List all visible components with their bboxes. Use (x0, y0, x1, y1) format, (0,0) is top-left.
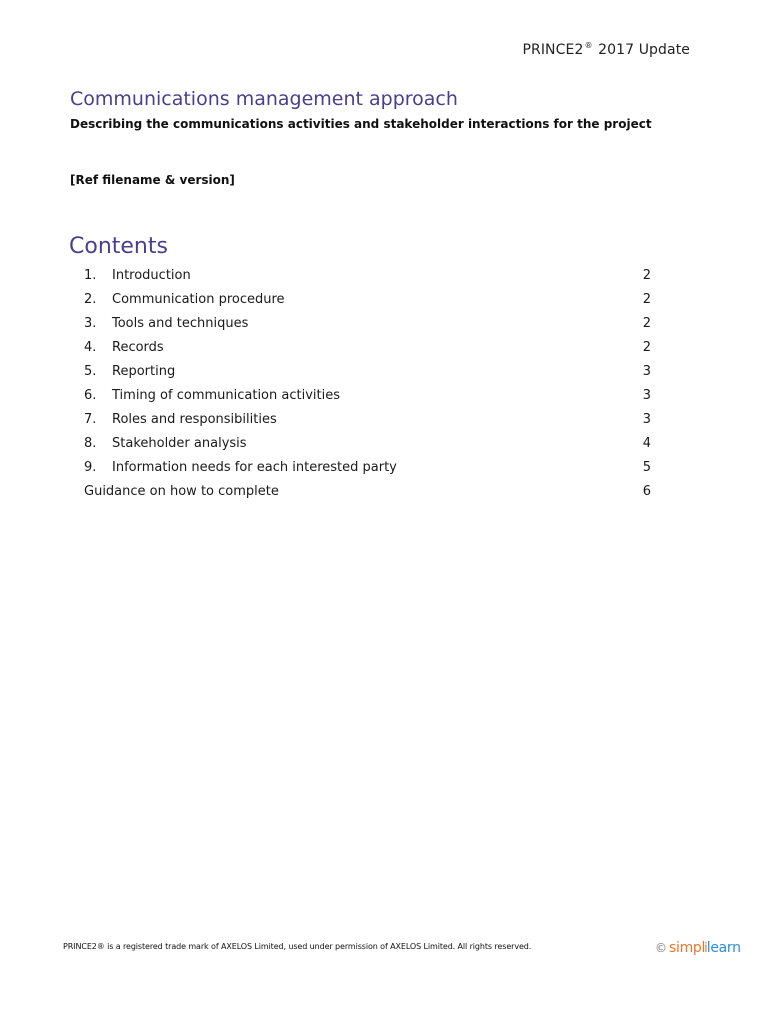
toc-number: 2. (84, 292, 97, 307)
toc-number: 5. (84, 364, 97, 379)
toc-page-number: 2 (642, 292, 651, 307)
logo-text-simpl: simpl (669, 940, 706, 956)
registered-mark: ® (584, 41, 593, 51)
toc-link[interactable]: Timing of communication activities (112, 388, 340, 403)
toc-link[interactable]: Stakeholder analysis (112, 436, 247, 451)
contents-heading: Contents (69, 234, 168, 259)
trademark-footer-note: PRINCE2® is a registered trade mark of AXELOS Limited, used under permission of AXELOS Limited. All rights reserved. (63, 942, 532, 951)
toc-number: 4. (84, 340, 97, 355)
table-of-contents (84, 264, 654, 504)
toc-page-number: 3 (642, 388, 651, 403)
document-subtitle: Describing the communications activities and stakeholder interactions for the project (70, 117, 652, 131)
toc-link[interactable]: Guidance on how to complete (84, 484, 279, 499)
toc-number: 3. (84, 316, 97, 331)
toc-link[interactable]: Information needs for each interested party (112, 460, 397, 475)
toc-entry-introduction[interactable] (84, 264, 654, 288)
toc-page-number: 4 (642, 436, 651, 451)
toc-link[interactable]: Communication procedure (112, 292, 285, 307)
document-title: Communications management approach (70, 88, 458, 110)
toc-entry-records[interactable] (84, 336, 654, 360)
toc-page-number: 3 (642, 412, 651, 427)
logo-text-divider: i (704, 941, 708, 956)
toc-number: 7. (84, 412, 97, 427)
toc-page-number: 5 (642, 460, 651, 475)
toc-entry-roles-and-responsibilities[interactable] (84, 408, 654, 432)
copyright-icon: © (655, 941, 667, 955)
toc-link[interactable]: Tools and techniques (112, 316, 249, 331)
toc-number: 6. (84, 388, 97, 403)
toc-page-number: 2 (642, 268, 651, 283)
toc-entry-guidance[interactable] (84, 480, 654, 504)
logo-text-learn: learn (706, 940, 741, 956)
toc-link[interactable]: Reporting (112, 364, 176, 379)
toc-number: 1. (84, 268, 97, 283)
header-brand: PRINCE2 (522, 42, 584, 58)
toc-number: 9. (84, 460, 97, 475)
toc-entry-timing-of-communication-activities[interactable] (84, 384, 654, 408)
toc-page-number: 3 (642, 364, 651, 379)
toc-page-number: 6 (642, 484, 651, 499)
toc-entry-communication-procedure[interactable] (84, 288, 654, 312)
simplilearn-logo (655, 940, 741, 960)
toc-number: 8. (84, 436, 97, 451)
header-suffix: 2017 Update (593, 42, 690, 58)
page-header (522, 42, 690, 58)
toc-page-number: 2 (642, 316, 651, 331)
toc-link[interactable]: Records (112, 340, 164, 355)
toc-entry-tools-and-techniques[interactable] (84, 312, 654, 336)
ref-filename-version: [Ref filename & version] (70, 173, 235, 187)
toc-link[interactable]: Introduction (112, 268, 191, 283)
toc-entry-stakeholder-analysis[interactable] (84, 432, 654, 456)
toc-entry-information-needs[interactable] (84, 456, 654, 480)
toc-entry-reporting[interactable] (84, 360, 654, 384)
toc-link[interactable]: Roles and responsibilities (112, 412, 277, 427)
toc-page-number: 2 (642, 340, 651, 355)
